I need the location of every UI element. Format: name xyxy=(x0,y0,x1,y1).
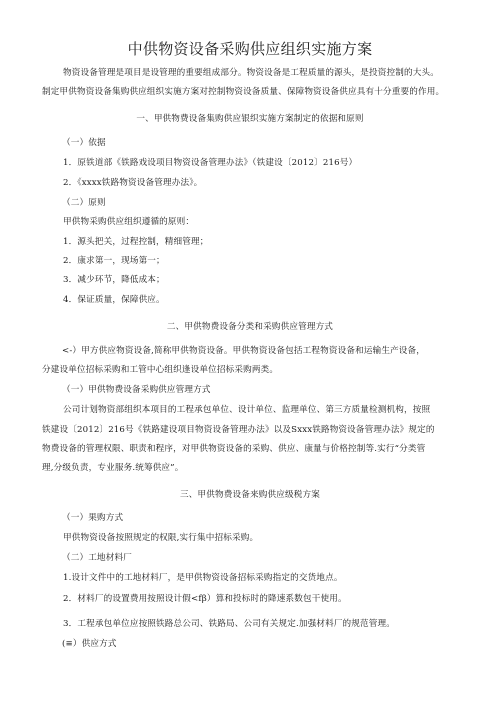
section-3-procurement-text: 甲供物资设备按照规定的权限,实行集中招标采购。 xyxy=(63,533,259,543)
section-1-heading: 一、甲供物费设备集购供应银织实施方案制定的依据和原则 xyxy=(136,114,364,124)
section-2-heading: 二、甲供物费设备分类和采购供应管理方式 xyxy=(166,322,334,332)
intro-line-2: 制定甲供物资设备集购供应组织实施方案对控制物资设备质量、保障物资设备供应具有十分重要的作用。 xyxy=(42,87,445,97)
section-2-sub-management: （一）甲供物费设备采购供应管理方式 xyxy=(62,385,211,395)
section-2-para-1-line-1: <-）甲方供应物资设备,简称甲供物资设备。甲供物资设备包括工程物资设备和运输生产设备， xyxy=(62,346,426,356)
section-3-sub-supply-method: (≡）供应方式 xyxy=(62,639,117,649)
section-3-sub-material-yard: （二）工地材料厂 xyxy=(62,553,132,563)
section-2-para-2-line-1: 公司计划物资部组织本项目的工程承包单位、设计单位、监理单位、第三方质量检测机构，按照 xyxy=(63,405,431,415)
section-3-heading: 三、甲供物费设备来购供应级税方案 xyxy=(180,490,320,500)
section-1-sub-basis: （一）依据 xyxy=(62,138,106,148)
section-1-sub-principles: （二）原则 xyxy=(62,198,106,208)
section-2-para-2-line-4: 理,分级负责，专业服务.统筹供应”。 xyxy=(42,463,184,473)
document-title: 中供物资设备采购供应组织实施方案 xyxy=(127,40,373,58)
principle-item-2: 2．康求第一，现场第一； xyxy=(63,256,165,266)
principles-intro: 甲供物采购供应组织遵循的原则： xyxy=(63,217,195,227)
basis-item-2: 2．《xxxx铁路物资设备管理办法》。 xyxy=(63,178,203,188)
section-2-para-2-line-3: 物费设备的管理权限、职责和程序，对甲供物资设备的采购、供应、康量与价格控制等.实行“分类管 xyxy=(42,444,426,454)
material-yard-item-3: 3．工程承包单位应按照铁路总公司、铁路局、公司有关规定.加强材料厂的规范管理。 xyxy=(63,619,396,629)
basis-item-1: 1．原铁道部《铁路戏设项目物资设备管理办法》（铁建设〔2012〕216号） xyxy=(63,158,358,168)
principle-item-3: 3．减少环节，降低成本； xyxy=(63,275,165,285)
principle-item-1: 1．源头把关，过程控制，精细管理； xyxy=(63,237,209,247)
section-3-sub-procurement: （一）果购方式 xyxy=(62,513,124,523)
section-2-para-2-line-2: 铁建设〔2012〕216号《铁路建设项目物资设备管理办法》以及Sxxx铁路物资设备管理办法》规定的 xyxy=(42,425,435,435)
principle-item-4: 4．保证质量，保障供应。 xyxy=(63,295,165,305)
section-2-para-1-line-2: 分建设单位招标采购和工管中心组织逢设单位招标采购两类。 xyxy=(42,365,279,375)
intro-line-1: 物资设备管理是项目是设管理的重要组成部分。物资设备是工程质量的源头，是投资控制的大头。 xyxy=(63,68,439,78)
material-yard-item-2: 2．材料厂的设置费用按照设计假<fβ）算和投标时的降速系数包干使用。 xyxy=(63,594,347,604)
material-yard-item-1: 1.设计文件中的工地材料厂，是甲供物资设备招标采购指定的交货地点。 xyxy=(63,573,343,583)
